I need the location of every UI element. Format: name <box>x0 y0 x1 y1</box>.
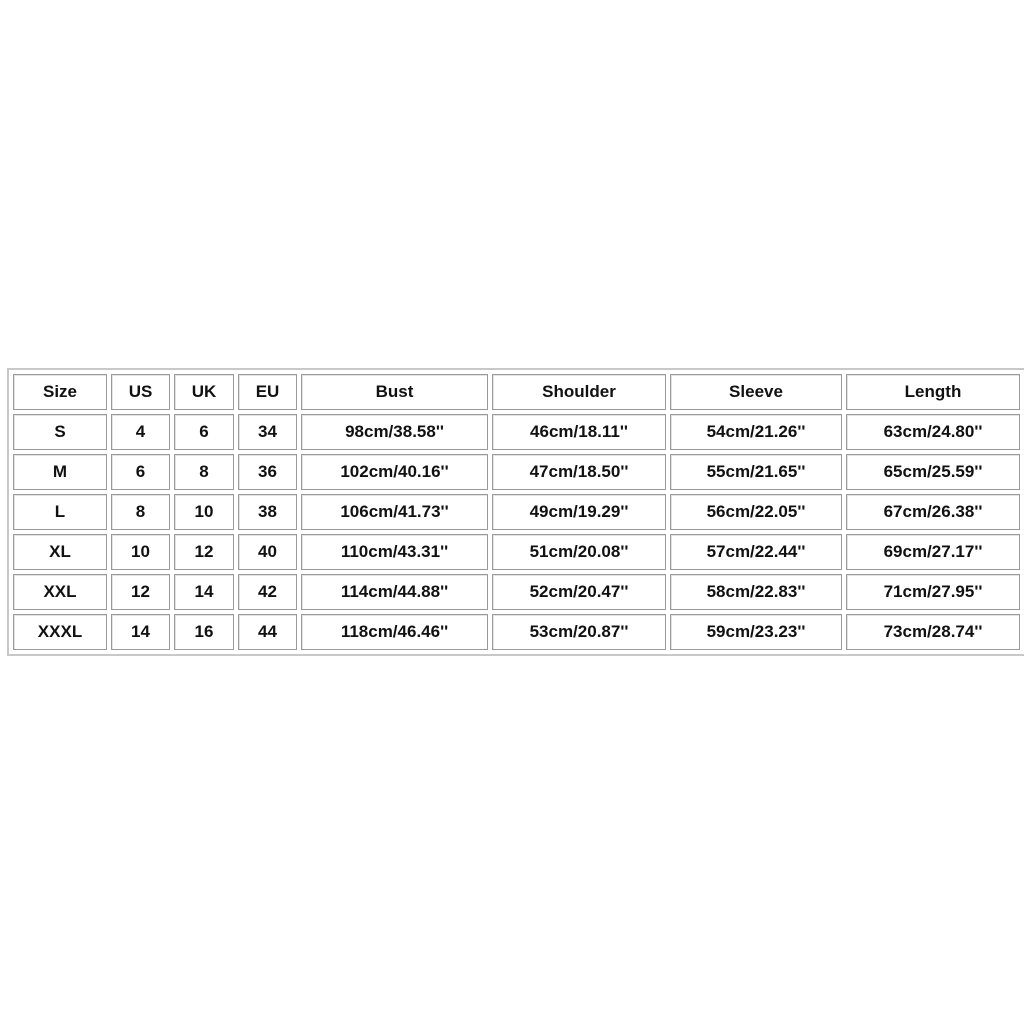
cell-sleeve: 58cm/22.83'' <box>670 574 842 610</box>
cell-us: 4 <box>111 414 170 450</box>
cell-length: 63cm/24.80'' <box>846 414 1020 450</box>
cell-us: 14 <box>111 614 170 650</box>
header-uk: UK <box>174 374 234 410</box>
cell-sleeve: 57cm/22.44'' <box>670 534 842 570</box>
header-length: Length <box>846 374 1020 410</box>
header-eu: EU <box>238 374 297 410</box>
table-row <box>13 494 1020 530</box>
cell-uk: 14 <box>174 574 234 610</box>
cell-uk: 6 <box>174 414 234 450</box>
cell-size: XXL <box>13 574 107 610</box>
table-row <box>13 574 1020 610</box>
cell-uk: 12 <box>174 534 234 570</box>
table-row <box>13 614 1020 650</box>
cell-size: M <box>13 454 107 490</box>
cell-sleeve: 59cm/23.23'' <box>670 614 842 650</box>
cell-eu: 42 <box>238 574 297 610</box>
size-chart-table <box>7 368 1024 656</box>
cell-size: S <box>13 414 107 450</box>
cell-shoulder: 47cm/18.50'' <box>492 454 666 490</box>
cell-bust: 114cm/44.88'' <box>301 574 488 610</box>
cell-bust: 110cm/43.31'' <box>301 534 488 570</box>
table-row <box>13 534 1020 570</box>
cell-sleeve: 54cm/21.26'' <box>670 414 842 450</box>
cell-length: 67cm/26.38'' <box>846 494 1020 530</box>
cell-eu: 34 <box>238 414 297 450</box>
cell-bust: 102cm/40.16'' <box>301 454 488 490</box>
cell-uk: 8 <box>174 454 234 490</box>
cell-bust: 98cm/38.58'' <box>301 414 488 450</box>
header-shoulder: Shoulder <box>492 374 666 410</box>
cell-length: 71cm/27.95'' <box>846 574 1020 610</box>
header-row <box>13 374 1020 410</box>
cell-length: 73cm/28.74'' <box>846 614 1020 650</box>
cell-uk: 10 <box>174 494 234 530</box>
cell-us: 6 <box>111 454 170 490</box>
cell-length: 65cm/25.59'' <box>846 454 1020 490</box>
cell-eu: 40 <box>238 534 297 570</box>
cell-us: 10 <box>111 534 170 570</box>
cell-eu: 36 <box>238 454 297 490</box>
cell-sleeve: 56cm/22.05'' <box>670 494 842 530</box>
cell-eu: 44 <box>238 614 297 650</box>
cell-sleeve: 55cm/21.65'' <box>670 454 842 490</box>
cell-us: 8 <box>111 494 170 530</box>
cell-size: L <box>13 494 107 530</box>
table-row <box>13 414 1020 450</box>
cell-shoulder: 49cm/19.29'' <box>492 494 666 530</box>
cell-shoulder: 52cm/20.47'' <box>492 574 666 610</box>
cell-bust: 106cm/41.73'' <box>301 494 488 530</box>
header-us: US <box>111 374 170 410</box>
cell-length: 69cm/27.17'' <box>846 534 1020 570</box>
cell-bust: 118cm/46.46'' <box>301 614 488 650</box>
cell-eu: 38 <box>238 494 297 530</box>
header-bust: Bust <box>301 374 488 410</box>
table-row <box>13 454 1020 490</box>
cell-shoulder: 53cm/20.87'' <box>492 614 666 650</box>
cell-uk: 16 <box>174 614 234 650</box>
cell-us: 12 <box>111 574 170 610</box>
header-size: Size <box>13 374 107 410</box>
cell-shoulder: 46cm/18.11'' <box>492 414 666 450</box>
cell-shoulder: 51cm/20.08'' <box>492 534 666 570</box>
cell-size: XXXL <box>13 614 107 650</box>
cell-size: XL <box>13 534 107 570</box>
header-sleeve: Sleeve <box>670 374 842 410</box>
